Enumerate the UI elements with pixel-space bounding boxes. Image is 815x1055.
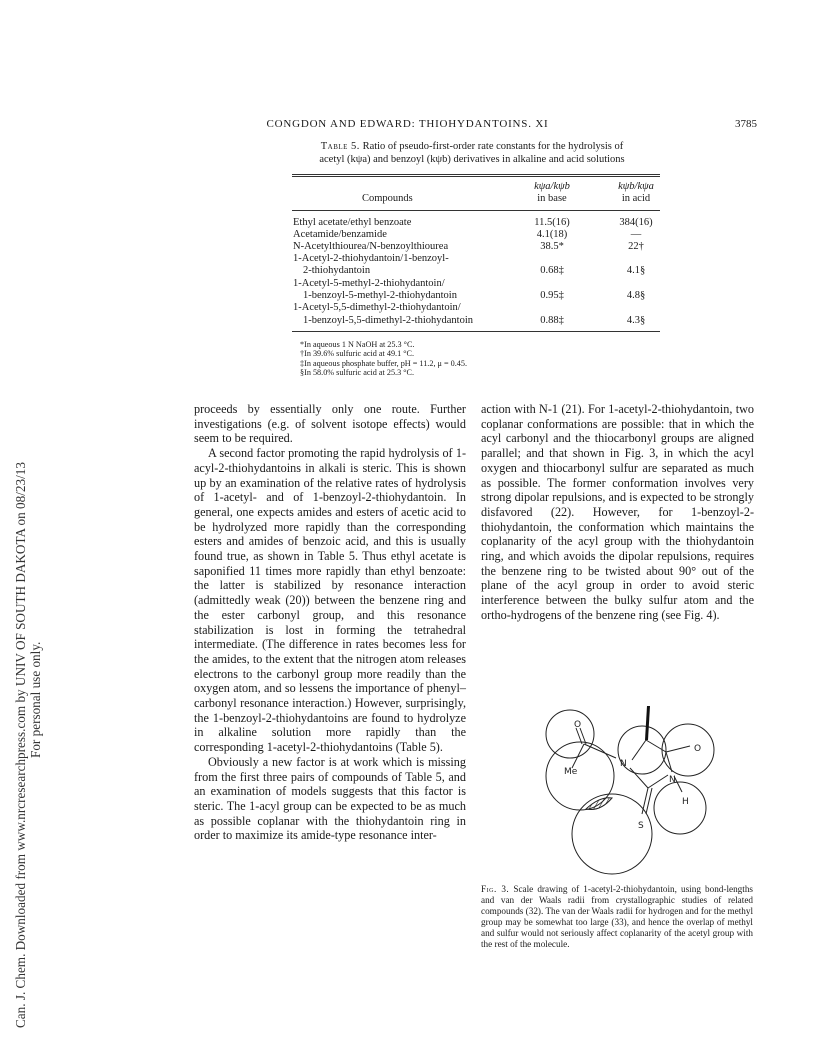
table-cell-compound: 1-Acetyl-2-thiohydantoin/1-benzoyl- <box>293 253 449 264</box>
table-caption <box>292 140 652 166</box>
atom-label-N: N <box>620 759 627 769</box>
table-cell-base: 0.88‡ <box>540 315 564 326</box>
atom-label-Me: Me <box>564 767 578 777</box>
paragraph: Obviously a new factor is at work which is missing from the first three pairs of compounds of Table 5, and an examination of models suggests that this factor is steric. The 1-acyl group can be expected to be as much as possible coplanar with the thiohydantoin ring in order to maximize its amide-type resonance inter- <box>194 754 466 843</box>
body-right-column <box>481 402 754 623</box>
table-cell-acid: 22† <box>628 241 644 252</box>
table-cell-acid: 384(16) <box>619 217 653 228</box>
molecule-svg <box>520 688 720 878</box>
table-cell-compound: 1-benzoyl-5-methyl-2-thiohydantoin <box>303 290 457 301</box>
wedge-bond <box>645 706 650 740</box>
table-cell-compound: 2-thiohydantoin <box>303 265 371 276</box>
table-footnote: ‡In aqueous phosphate buffer, pH = 11.2, μ = 0.45. <box>300 358 468 368</box>
table-bottom-rule <box>292 331 660 332</box>
table-header-base-ratio: kψa/kψb <box>534 181 570 192</box>
carbonyl-oxygen-vdw-circle <box>662 724 714 776</box>
body-left-column <box>194 402 466 843</box>
page-number: 3785 <box>735 118 757 130</box>
atom-label-O: O <box>694 744 702 754</box>
table-cell-base: 0.95‡ <box>540 290 564 301</box>
table-footnote: *In aqueous 1 N NaOH at 25.3 °C. <box>300 340 415 349</box>
acyl-oxygen-vdw-circle <box>546 710 594 758</box>
running-head: CONGDON AND EDWARD: THIOHYDANTOINS. XI <box>266 118 549 130</box>
sulfur-vdw-circle <box>572 794 652 874</box>
table-footnote: †In 39.6% sulfuric acid at 49.1 °C. <box>300 349 415 359</box>
paragraph: proceeds by essentially only one route. Further investigations (e.g. of solvent isotope effects) would seem to be required. <box>194 402 466 446</box>
figure-caption-text: Scale drawing of 1-acetyl-2-thiohydantoin, using bond-lengths and van der Waals radii from crystallographic studies of related compounds (32). The van der Waals radii for hydrogen and for the methyl group may be somewhat too large (33), and hence the overlap of methyl and sulfur would not seriously affect coplanarity of the acetyl group with the rest of the molecule. <box>481 884 753 949</box>
table-cell-compound: N-Acetylthiourea/N-benzoylthiourea <box>293 241 449 252</box>
table-header-compounds: Compounds <box>362 193 413 204</box>
table-header-base <box>522 181 582 205</box>
table-cell-compound: 1-Acetyl-5-methyl-2-thiohydantoin/ <box>293 278 445 289</box>
atom-label-H: H <box>682 797 689 807</box>
table-top-rule-2 <box>292 176 660 177</box>
table-header-acid-sub: in acid <box>621 193 651 204</box>
table-header-acid <box>606 181 666 205</box>
table-cell-compound: 1-benzoyl-5,5-dimethyl-2-thiohydantoin <box>303 315 474 326</box>
atom-label-S: S <box>638 821 644 831</box>
table-cell-compound: Ethyl acetate/ethyl benzoate <box>293 217 412 228</box>
table-cell-compound: Acetamide/benzamide <box>293 229 387 240</box>
table-cell-acid: 4.3§ <box>626 315 646 326</box>
table-footnotes <box>300 340 467 378</box>
table-cell-base: 4.1(18) <box>536 229 568 240</box>
hydrogen-vdw-circle <box>654 782 706 834</box>
download-stamp-line1: Can. J. Chem. Downloaded from www.nrcresearchpress.com by UNIV OF SOUTH DAKOTA on 08/23/13 <box>13 462 28 1028</box>
table-cell-base: 11.5(16) <box>534 217 570 228</box>
paragraph: action with N-1 (21). For 1-acetyl-2-thiohydantoin, two coplanar conformations are possible: that in which the acyl carbonyl and the thiocarbonyl groups are aligned parallel; and that shown in Fig. 3, in which the acyl oxygen and thiocarbonyl sulfur are separated as much as possible. The former conformation involves very strong dipolar repulsions, and is expected to be strongly disfavored (22). However, for 1-benzoyl-2-thiohydantoin, the conformation which maintains the coplanarity of the acyl group with the thiohydantoin ring, and which avoids the dipolar repulsions, requires the benzene ring to be twisted about 90° out of the plane of the acyl group in order to avoid steric interference between the bulky sulfur atom and the ortho-hydrogens of the benzene ring (see Fig. 4). <box>481 402 754 622</box>
table-cell-base: 38.5* <box>540 241 564 252</box>
table-caption-line2: acetyl (kψa) and benzoyl (kψb) derivatives in alkaline and acid solutions <box>319 154 625 165</box>
download-stamp-line2: For personal use only. <box>28 641 43 758</box>
table-cell-base: 0.68‡ <box>540 265 564 276</box>
table-cell-acid: — <box>630 229 642 240</box>
download-stamp <box>13 462 43 1028</box>
table-cell-acid: 4.1§ <box>626 265 646 276</box>
table-header-acid-ratio: kψb/kψa <box>618 181 654 192</box>
table-cell-compound: 1-Acetyl-5,5-dimethyl-2-thiohydantoin/ <box>293 302 461 313</box>
figure-caption <box>481 884 753 950</box>
paragraph: A second factor promoting the rapid hydrolysis of 1-acyl-2-thiohydantoins in alkali is steric. This is shown up by an examination of the relative rates of hydrolysis of 1-acetyl- and of 1-benzoyl-2-thiohydantoin. In general, one expects amides and esters of acetic acid to be hydrolyzed more rapidly than the corresponding esters and amides of benzoic acid, and this is usually found true, as shown in Table 5. Thus ethyl acetate is saponified 11 times more rapidly than ethyl benzoate: the latter is stabilized by resonance interaction (admittedly weak (20)) between the benzene ring and the ester carbonyl group, and this resonance stabilization is lost in forming the tetrahedral intermediate. (The difference in rates becomes less for the amides, to the extent that the nitrogen atom releases electrons to the carbonyl group more readily than the oxygen atom, and so lessens the importance of phenyl–carbonyl resonance interaction.) However, surprisingly, the 1-benzoyl-2-thiohydantoins are found to hydrolyze in alkaline solution more rapidly than the corresponding 1-acetyl-2-thiohydantoins (Table 5). <box>194 446 466 755</box>
table-header-rule <box>292 210 660 211</box>
figure-3-molecule-drawing <box>520 688 720 878</box>
atom-label-O: O <box>574 720 582 730</box>
table-cell-acid: 4.8§ <box>626 290 646 301</box>
table-header-base-sub: in base <box>537 193 567 204</box>
table-top-rule <box>292 174 660 175</box>
table-label: Table 5. <box>320 141 360 152</box>
table-footnote: §In 58.0% sulfuric acid at 25.3 °C. <box>300 368 415 378</box>
figure-label: Fig. 3. <box>481 884 510 894</box>
table-caption-line1: Ratio of pseudo-first-order rate constants for the hydrolysis of <box>362 141 624 152</box>
atom-label-N: N <box>669 775 676 785</box>
